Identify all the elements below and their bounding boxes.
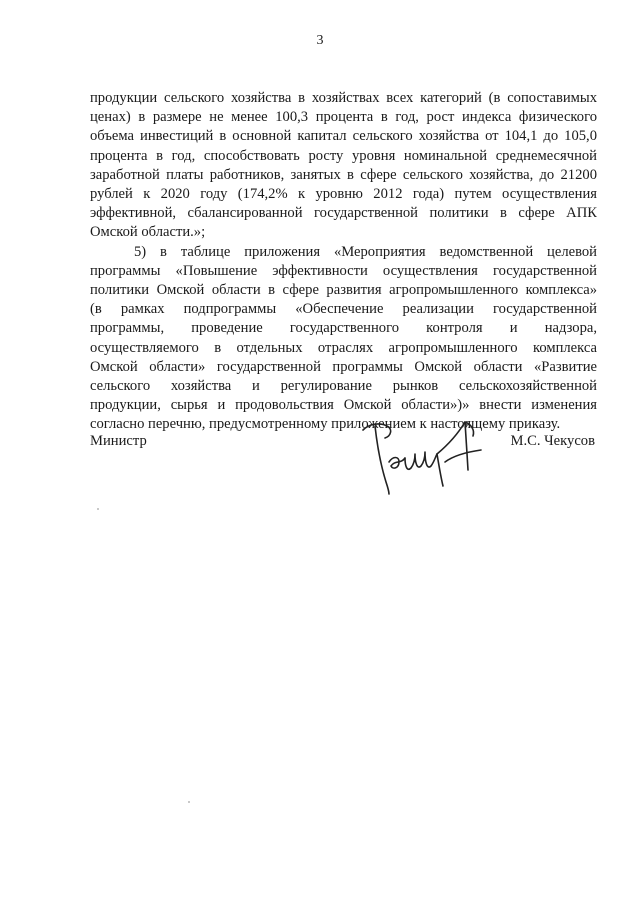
text-line: согласно перечню, предусмотренному приложением к настоящему приказу. <box>90 416 561 433</box>
scan-artifact <box>188 801 190 803</box>
text-line: 5) в таблице приложения «Мероприятия ведомственной целевой <box>134 243 597 260</box>
text-line: программы «Повышение эффективности осуществления государственной <box>90 262 597 279</box>
text-line: процента в год, способствовать росту уровня номинальной среднемесячной <box>90 147 597 164</box>
text-line: программы, проведение государственного контроля и надзора, <box>90 320 597 337</box>
text-line: заработной платы работников, занятых в сфере сельского хозяйства, до 21200 <box>90 166 597 183</box>
text-line: объема инвестиций в основной капитал сельского хозяйства от 104,1 до 105,0 <box>90 128 597 145</box>
handwritten-signature <box>353 414 499 510</box>
text-line: сельского хозяйства и регулирование рынков сельскохозяйственной <box>90 378 597 395</box>
paragraph-item-5 <box>90 243 597 435</box>
text-line: Омской области» государственной программы Омской области «Развитие <box>90 358 597 375</box>
document-body <box>90 89 597 435</box>
paragraph-continuation <box>90 89 597 243</box>
text-line: продукции, сырья и продовольствия Омской области»)» внести изменения <box>90 397 597 414</box>
text-line: продукции сельского хозяйства в хозяйствах всех категорий (в сопоставимых <box>90 90 597 106</box>
text-line: (в рамках подпрограммы «Обеспечение реализации государственной <box>90 301 597 318</box>
page-number: 3 <box>316 33 324 48</box>
text-line: эффективной, сбалансированной государственной политики в сфере АПК <box>90 205 597 222</box>
text-line: политики Омской области в сфере развития агропромышленного комплекса» <box>90 282 597 299</box>
text-line: ценах) в размере не менее 100,3 процента в год, рост индекса физического <box>90 109 597 126</box>
signatory-position: Министр <box>90 433 147 449</box>
scan-artifact <box>97 508 99 510</box>
signature-block <box>90 418 597 528</box>
signatory-name: М.С. Чекусов <box>510 433 595 449</box>
text-line: осуществляемого в отдельных отраслях агропромышленного комплекса <box>90 339 597 356</box>
text-line: Омской области.»; <box>90 224 206 241</box>
text-line: рублей к 2020 году (174,2% к уровню 2012 года) путем осуществления <box>90 186 597 203</box>
